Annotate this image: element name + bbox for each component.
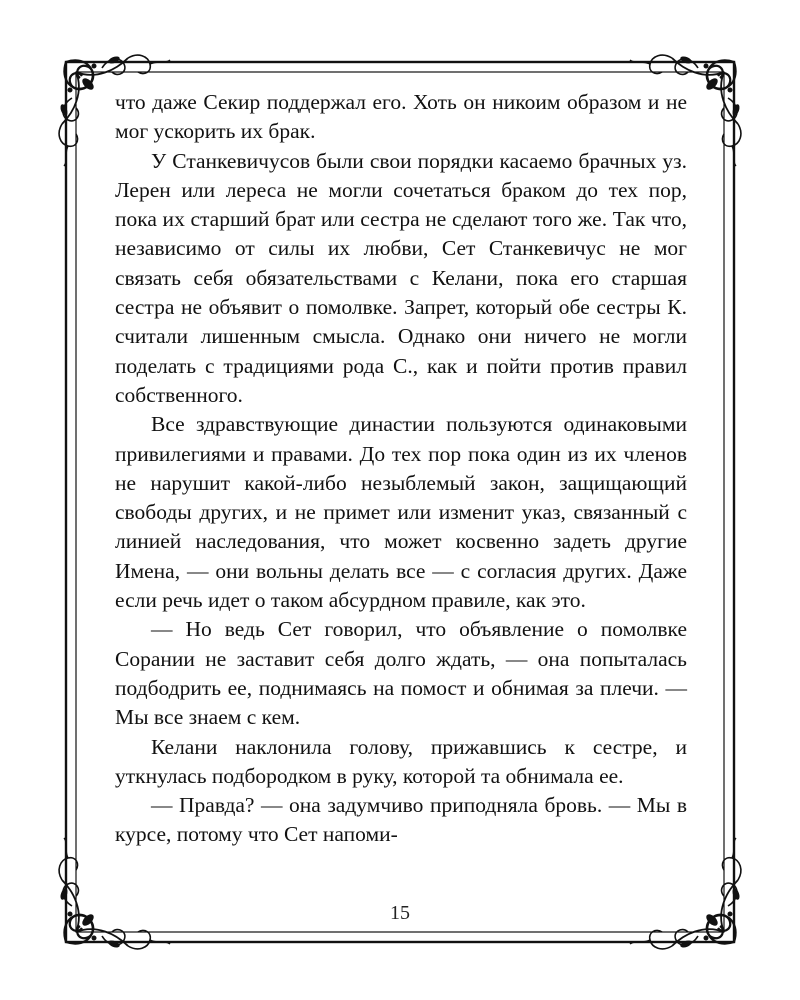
book-text xyxy=(115,88,687,850)
paragraph: У Станкевичусов были свои порядки касаемо брачных уз. Лерен или лереса не могли сочетаться браком до тех пор, пока их старший брат или сестра не сделают того же. Так что, независимо от силы их любви, Сет Станкевичус не мог связать себя обязательствами с Келани, пока его старшая сестра не объявит о помолвке. Запрет, который обе сестры К. считали лишенным смысла. Однако они ничего не могли поделать с традициями рода С., как и пойти против правил собственного. xyxy=(115,148,687,407)
paragraph: Все здравствующие династии пользуются одинаковыми привилегиями и правами. До тех пор пока один из их членов не нарушит какой-либо незыблемый закон, защищающий свободы других, и не примет или изменит указ, связанный с линией наследования, что может косвенно задеть другие Имена, — они вольны делать все — с согласия других. Даже если речь идет о таком абсурдном правиле, как это. xyxy=(115,412,687,613)
paragraph: Келани наклонила голову, прижавшись к сестре, и уткнулась подбородком в руку, которой та обнимала ее. xyxy=(115,734,687,788)
paragraph: — Но ведь Сет говорил, что объявление о помолвке Сорании не заставит себя долго ждать, — она попыталась подбодрить ее, поднимаясь на помост и обнимая за плечи. — Мы все знаем с кем. xyxy=(115,617,687,730)
page-number: 15 xyxy=(390,902,410,924)
paragraph: — Правда? — она задумчиво приподняла бровь. — Мы в курсе, потому что Сет напоми- xyxy=(115,793,687,847)
paragraph: что даже Секир поддержал его. Хоть он никоим образом и не мог ускорить их брак. xyxy=(115,90,687,144)
